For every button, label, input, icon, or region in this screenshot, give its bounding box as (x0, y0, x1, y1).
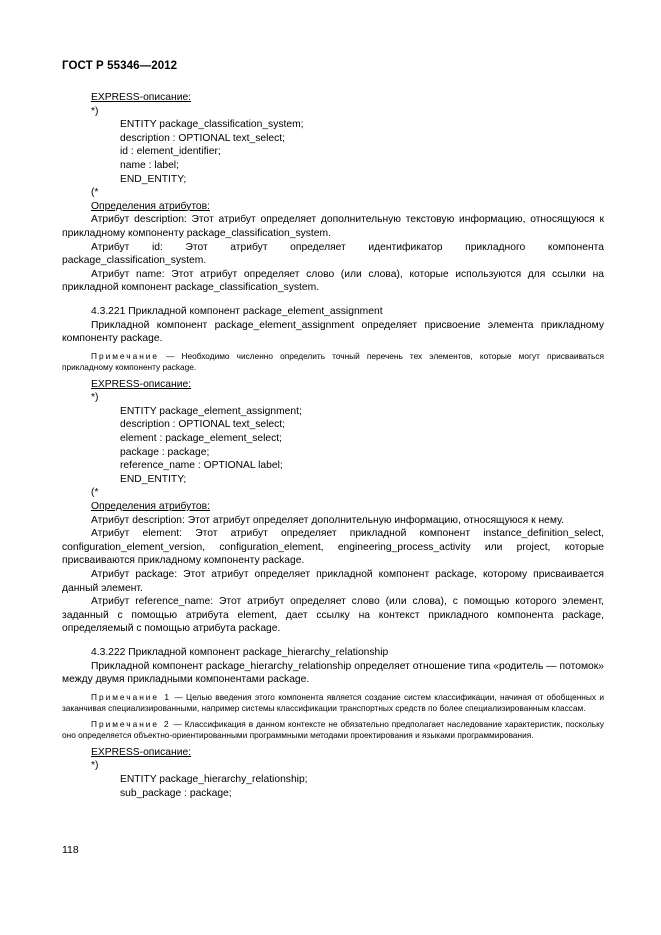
code-line: name : label; (120, 159, 179, 171)
code-line: description : OPTIONAL text_select; (120, 132, 286, 144)
express-label: EXPRESS-описание: (91, 92, 192, 103)
section-heading: 4.3.222 Прикладной компонент package_hierarchy_relationship (91, 646, 389, 658)
code-line: ENTITY package_classification_system; (120, 119, 304, 131)
code-line: ENTITY package_element_assignment; (120, 405, 302, 417)
attribute-definition: Атрибут id: Этот атрибут определяет идентификатор прикладного компонента package_classification_system. (62, 241, 604, 267)
section-intro: Прикладной компонент package_element_assignment определяет присвоение элемента прикладному компоненту package. (62, 319, 604, 345)
page-number: 118 (62, 844, 79, 856)
note (62, 351, 604, 373)
attribute-definition: Атрибут name: Этот атрибут определяет слово (или слова), которые используются для ссылки на прикладной компонент package_classification_system. (62, 268, 604, 294)
attribute-definition: Атрибут reference_name: Этот атрибут определяет слово (или слова), с помощью которого элемент, заданный с помощью атрибута element, дает ссылку на контекст прикладного компонента package, определяемый с помощью атрибута package. (62, 596, 604, 635)
attributes-label: Определения атрибутов: (91, 200, 210, 212)
express-label: EXPRESS-описание: (91, 378, 192, 390)
express-label: EXPRESS-описание: (91, 746, 192, 758)
note-text: — Необходимо численно определить точный перечень тех элементов, которые могут присваиваться прикладному компоненту package. (62, 350, 604, 372)
note-text: — Классификация в данном контексте не обязательно предполагает наследование характеристик, поскольку оно определяется объектно-ориентированными программными методами проектирования и языками программирования. (62, 718, 604, 740)
code-line: package : package; (120, 446, 210, 458)
attribute-definition: Атрибут package: Этот атрибут определяет прикладной компонент package, которому присваивается данный элемент. (62, 569, 604, 594)
comment-open: *) (91, 105, 99, 117)
attributes-label: Определения атрибутов: (91, 501, 210, 513)
code-line: END_ENTITY; (120, 473, 187, 485)
code-line: sub_package : package; (120, 787, 232, 799)
section-heading: 4.3.221 Прикладной компонент package_element_assignment (91, 305, 383, 317)
code-line: description : OPTIONAL text_select; (120, 419, 286, 431)
comment-close: (* (91, 187, 99, 199)
note-label: Примечание (91, 350, 160, 361)
section-intro: Прикладной компонент package_hierarchy_relationship определяет отношение типа «родитель — потомок» между двумя прикладными компонентами package. (62, 660, 604, 686)
page-content (62, 91, 604, 800)
note-text: — Целью введения этого компонента является создание систем классификации, начиная от обобщенных и заканчивая специализированными, например системы классификации транспортных средств по более специализированным классам. (62, 691, 604, 713)
attribute-definition: Атрибут description: Этот атрибут определяет дополнительную информацию, относящуюся к нему. (91, 514, 565, 526)
note-label: Примечание 1 (91, 691, 172, 702)
comment-close: (* (91, 487, 99, 499)
note-label: Примечание 2 (91, 718, 171, 729)
code-line: ENTITY package_hierarchy_relationship; (120, 773, 308, 785)
comment-open: *) (91, 392, 99, 404)
comment-open: *) (91, 760, 99, 772)
note (62, 719, 604, 741)
attribute-definition: Атрибут element: Этот атрибут определяет прикладной компонент instance_definition_select, configuration_element_version, configuration_element, engineering_process_activity или project, которые присваиваются прикладному компоненту package. (62, 528, 604, 567)
code-line: element : package_element_select; (120, 433, 282, 445)
code-line: reference_name : OPTIONAL label; (120, 460, 283, 472)
document-header: ГОСТ Р 55346—2012 (62, 60, 178, 72)
code-line: END_ENTITY; (120, 173, 187, 185)
note (62, 692, 604, 714)
attribute-definition: Атрибут description: Этот атрибут определяет дополнительную текстовую информацию, относящуюся к прикладному компоненту package_classification_system. (62, 214, 604, 239)
code-line: id : element_identifier; (120, 146, 221, 158)
